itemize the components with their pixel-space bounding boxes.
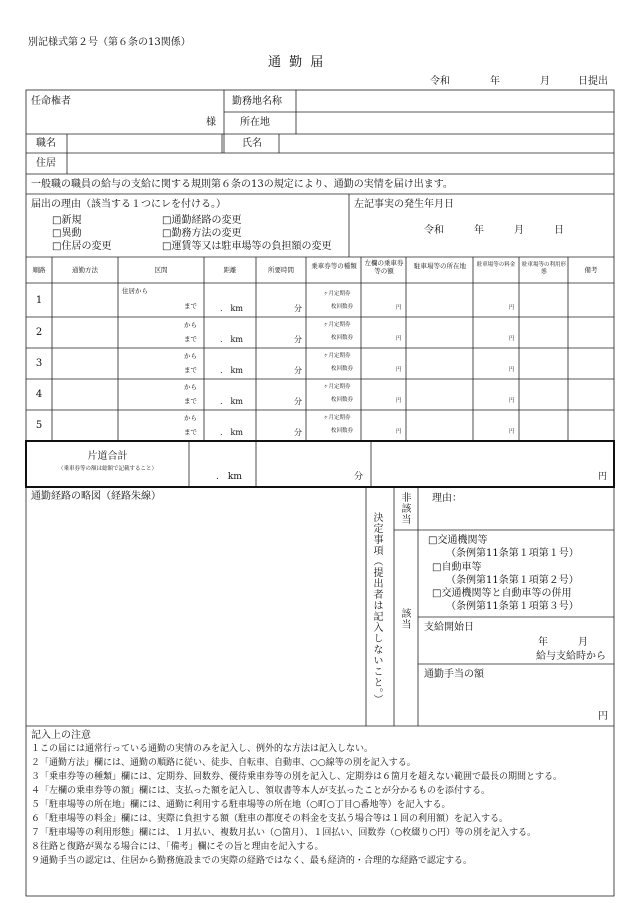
reason-residence-change[interactable]: □住居の変更 bbox=[52, 241, 112, 252]
section-to: まで bbox=[184, 366, 197, 374]
ticket-commuter-pass: ヶ月定期券 bbox=[323, 415, 351, 421]
col-header-parking-fee: 駐車場等の料金 bbox=[476, 262, 516, 268]
total-label: 片道合計 bbox=[87, 451, 128, 462]
option-public-transport[interactable]: □交通機関等 bbox=[428, 535, 488, 546]
occurrence-day: 日 bbox=[554, 225, 564, 236]
time-minutes: 分 bbox=[294, 366, 302, 375]
parking-yen: 円 bbox=[509, 336, 515, 342]
parking-yen: 円 bbox=[509, 429, 515, 435]
col-header-time: 所要時間 bbox=[268, 266, 294, 274]
header-submit-day: 日提出 bbox=[578, 76, 608, 87]
col-header-order: 順路 bbox=[32, 266, 46, 274]
reason-transfer[interactable]: □異動 bbox=[52, 228, 82, 239]
option-combined[interactable]: □交通機関等と自動車等の併用 bbox=[432, 588, 572, 599]
reason-new[interactable]: □新規 bbox=[52, 215, 82, 226]
office-name-label: 勤務地名称 bbox=[232, 96, 282, 107]
declaration-text: 一般職の職員の給与の支給に関する規則第６条の13の規定により、通勤の実情を届け出ます。 bbox=[31, 179, 453, 190]
ticket-coupon: 枚回数券 bbox=[331, 428, 354, 434]
parking-yen: 円 bbox=[509, 367, 515, 373]
form-number: 別記様式第２号（第６条の13関係） bbox=[28, 37, 191, 48]
occurrence-year: 年 bbox=[474, 225, 484, 236]
ticket-coupon: 枚回数券 bbox=[331, 366, 354, 372]
col-header-section: 区間 bbox=[154, 266, 168, 274]
applicable-label: 該当 bbox=[399, 608, 410, 630]
office-address-label: 所在地 bbox=[240, 117, 270, 128]
section-to: まで bbox=[184, 428, 197, 436]
note-item: ２「通勤方法」欄には、通勤の順路に従い、徒歩、自転車、自動車、○○線等の別を記入する。 bbox=[31, 758, 416, 768]
notes-title: 記入上の注意 bbox=[31, 730, 91, 741]
time-minutes: 分 bbox=[294, 397, 302, 406]
ticket-yen: 円 bbox=[396, 429, 402, 435]
not-applicable-reason: 理由： bbox=[432, 493, 462, 504]
parking-yen: 円 bbox=[509, 398, 515, 404]
appointer-label: 任命権者 bbox=[31, 96, 71, 107]
note-item: ８往路と復路が異なる場合には、「備考」欄にその旨と理由を記入する。 bbox=[31, 842, 324, 852]
note-item: ４「左欄の乗車券等の額」欄には、支払った額を記入し、領収書等本人が支払ったことが分かるものを添付する。 bbox=[31, 786, 491, 796]
ticket-commuter-pass: ヶ月定期券 bbox=[323, 353, 351, 359]
col-header-parking-usage: 駐車場等の利用形態 bbox=[522, 262, 567, 276]
seal-label: 様 bbox=[206, 117, 216, 128]
start-date-ym: 年 月 bbox=[538, 637, 588, 648]
decision-side-label: 決定事項（提出者は記入しないこと。） bbox=[371, 512, 382, 705]
total-minutes: 分 bbox=[354, 472, 364, 482]
reason-method-change[interactable]: □勤務方法の変更 bbox=[162, 228, 242, 239]
row-number: 1 bbox=[35, 295, 43, 306]
occurrence-date-label: 左記事実の発生年月日 bbox=[354, 199, 454, 210]
parking-yen: 円 bbox=[509, 305, 515, 311]
ticket-coupon: 枚回数券 bbox=[331, 304, 354, 310]
reason-label: 届出の理由（該当する１つにレを付ける。） bbox=[31, 199, 226, 210]
col-header-ticket-amount: 左欄の乗車券等の額 bbox=[364, 259, 404, 276]
row-number: 4 bbox=[35, 389, 43, 400]
note-item: １この届には通常行っている通勤の実情のみを記入し、例外的な方法は記入しない。 bbox=[31, 744, 374, 754]
col-header-ticket-type: 乗車券等の種類 bbox=[311, 262, 357, 270]
col-header-remarks: 備考 bbox=[584, 266, 598, 274]
col-header-parking-location: 駐車場等の所在地 bbox=[414, 262, 466, 270]
ticket-coupon: 枚回数券 bbox=[331, 335, 354, 341]
time-minutes: 分 bbox=[294, 304, 302, 313]
section-from: から bbox=[184, 414, 197, 422]
occurrence-month: 月 bbox=[514, 225, 524, 236]
note-item: ６「駐車場等の料金」欄には、実際に負担する額（駐車の都度その料金を支払う場合等は１回の利用額）を記入する。 bbox=[31, 814, 509, 824]
distance-km: . km bbox=[220, 428, 243, 437]
time-minutes: 分 bbox=[294, 335, 302, 344]
ticket-commuter-pass: ヶ月定期券 bbox=[323, 322, 351, 328]
total-km: . km bbox=[216, 472, 242, 482]
allowance-yen: 円 bbox=[598, 711, 608, 722]
occurrence-era: 令和 bbox=[424, 225, 444, 236]
time-minutes: 分 bbox=[294, 428, 302, 437]
row-number: 5 bbox=[35, 420, 43, 431]
name-label: 氏名 bbox=[242, 138, 262, 149]
section-to: まで bbox=[184, 302, 197, 310]
col-header-distance: 距離 bbox=[223, 266, 237, 274]
allowance-label: 通勤手当の額 bbox=[424, 669, 484, 680]
ticket-coupon: 枚回数券 bbox=[331, 397, 354, 403]
position-label: 職名 bbox=[36, 138, 56, 149]
row-number: 2 bbox=[35, 327, 43, 338]
distance-km: . km bbox=[220, 304, 243, 313]
option-public-transport-ref: （条例第11条第１項第１号） bbox=[446, 548, 579, 559]
section-from: から bbox=[184, 352, 197, 360]
section-from: から bbox=[184, 383, 197, 391]
header-month: 月 bbox=[540, 76, 550, 87]
note-item: ５「駐車場等の所在地」欄には、通勤に利用する駐車場等の所在地（○町○丁目○番地等）を記入する。 bbox=[31, 800, 451, 810]
option-combined-ref: （条例第11条第１項第３号） bbox=[446, 601, 579, 612]
total-yen: 円 bbox=[598, 472, 608, 482]
route-map-label: 通勤経路の略図（経路朱線） bbox=[31, 491, 161, 502]
distance-km: . km bbox=[220, 397, 243, 406]
header-year: 年 bbox=[490, 76, 500, 87]
ticket-yen: 円 bbox=[396, 336, 402, 342]
section-from: から bbox=[184, 321, 197, 329]
ticket-yen: 円 bbox=[396, 305, 402, 311]
option-car[interactable]: □自動車等 bbox=[432, 562, 482, 573]
start-date-from: 給与支給時から bbox=[536, 651, 606, 662]
reason-fare-change[interactable]: □運賃等又は駐車場等の負担額の変更 bbox=[162, 241, 332, 252]
not-applicable-label: 非該当 bbox=[399, 492, 410, 525]
col-header-method: 通勤方法 bbox=[72, 266, 98, 274]
section-to: まで bbox=[184, 335, 197, 343]
header-era: 令和 bbox=[430, 76, 450, 87]
start-date-label: 支給開始日 bbox=[424, 622, 474, 633]
distance-km: . km bbox=[220, 366, 243, 375]
ticket-yen: 円 bbox=[396, 398, 402, 404]
form-title: 通 勤 届 bbox=[268, 55, 326, 70]
ticket-commuter-pass: ヶ月定期券 bbox=[323, 384, 351, 390]
ticket-yen: 円 bbox=[396, 367, 402, 373]
note-item: ７「駐車場等の利用形態」欄には、１月払い、複数月払い（○箇月）、１回払い、回数券（○枚綴り○円）等の別を記入する。 bbox=[31, 828, 537, 838]
reason-route-change[interactable]: □通勤経路の変更 bbox=[162, 215, 242, 226]
distance-km: . km bbox=[220, 335, 243, 344]
residence-label: 住居 bbox=[36, 158, 56, 169]
ticket-commuter-pass: ヶ月定期券 bbox=[323, 291, 351, 297]
section-from: 住居から bbox=[122, 287, 148, 295]
option-car-ref: （条例第11条第１項第２号） bbox=[446, 575, 579, 586]
row-number: 3 bbox=[35, 358, 43, 369]
note-item: ３「乗車券等の種類」欄には、定期券、回数券、優待乗車券等の別を記入し、定期券は６箇月を超えない範囲で最長の期間とする。 bbox=[31, 772, 563, 782]
note-item: ９通勤手当の認定は、住居から勤務施設までの実際の経路ではなく、最も経済的・合理的な経路で認定する。 bbox=[31, 856, 472, 866]
section-to: まで bbox=[184, 397, 197, 405]
total-note: （乗車券等の額は総額で記載すること） bbox=[57, 466, 157, 472]
